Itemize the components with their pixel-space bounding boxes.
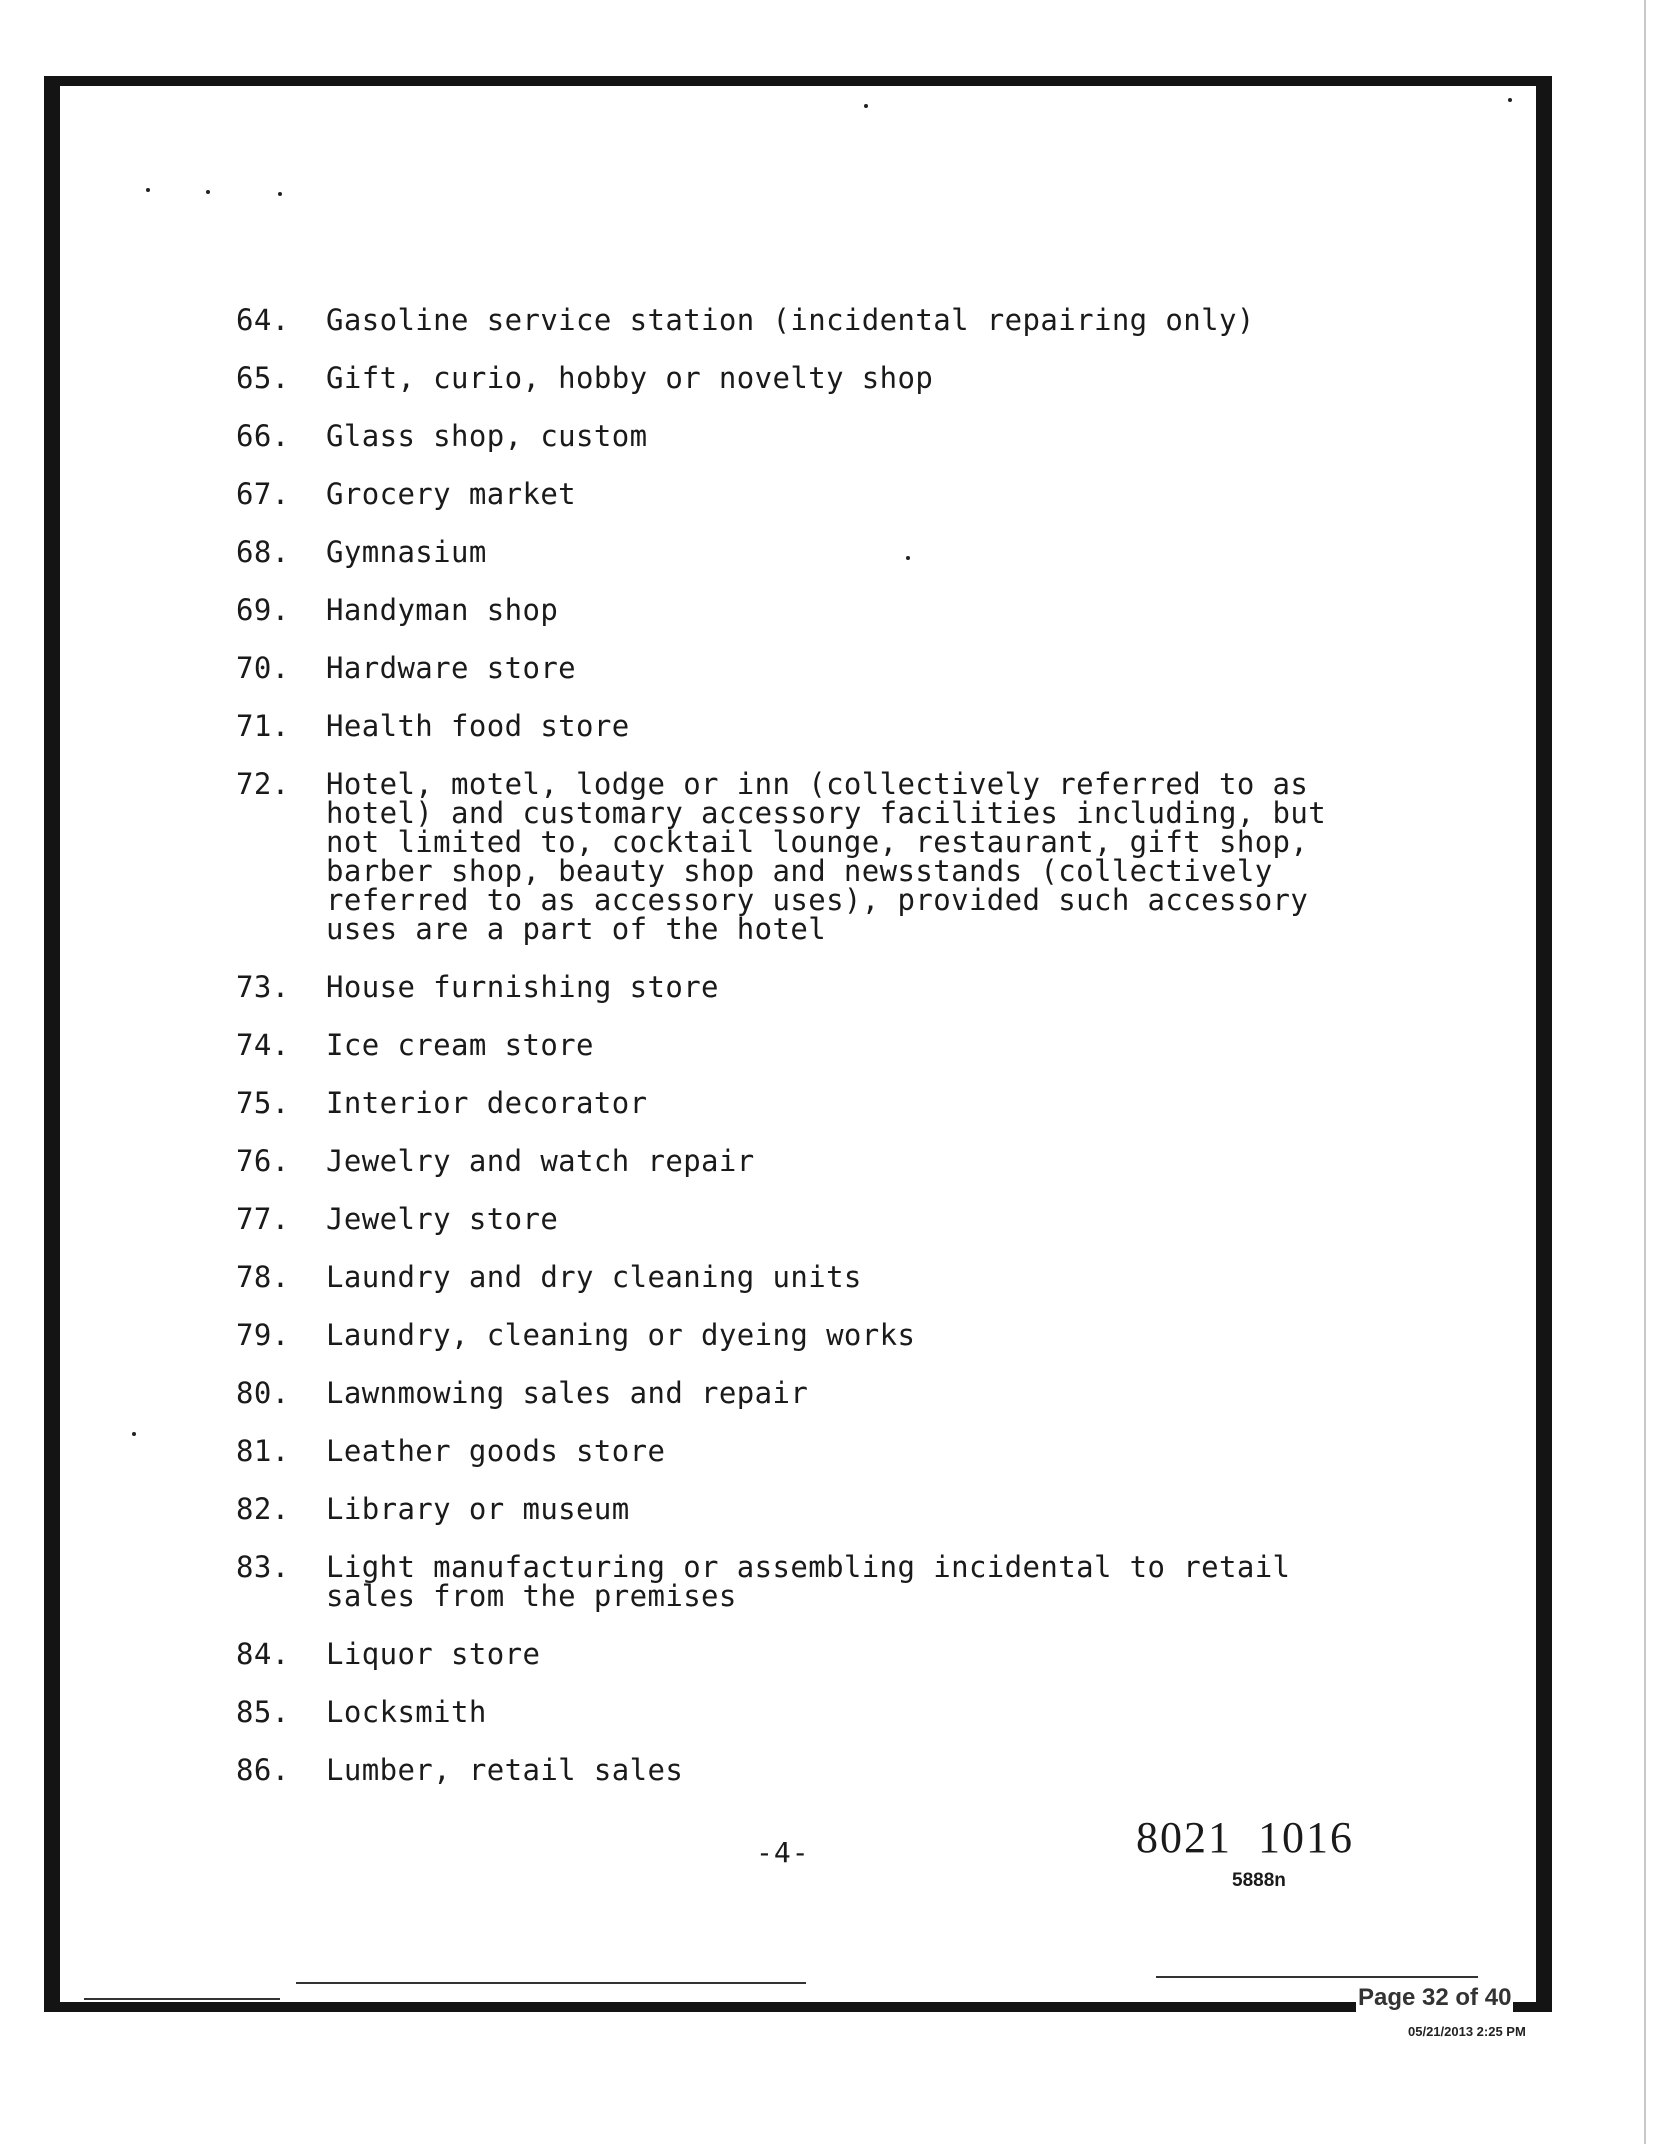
- item-text: Hotel, motel, lodge or inn (collectively referred to as hotel) and customary accessory facilities including, but not limited to, cocktail lounge, restaurant, gift shop, barber shop, beauty shop and newsstands (collectively referred to as accessory uses), provided such accessory uses are a part of the hotel: [326, 767, 1327, 946]
- footer-rule-middle: [296, 1982, 806, 1984]
- list-item: [236, 1434, 1346, 1468]
- item-text: Laundry and dry cleaning units: [326, 1260, 862, 1294]
- item-number: 86.: [236, 1753, 290, 1787]
- item-text: Locksmith: [326, 1695, 487, 1729]
- list-item: [236, 1492, 1346, 1526]
- item-text: Light manufacturing or assembling incidental to retail sales from the premises: [326, 1550, 1291, 1613]
- item-text: Grocery market: [326, 477, 577, 511]
- scan-speck: [206, 190, 210, 194]
- item-text: Gasoline service station (incidental repairing only): [326, 303, 1255, 337]
- item-text: Lumber, retail sales: [326, 1753, 684, 1787]
- list-item: [236, 970, 1346, 1004]
- scan-speck: [146, 188, 150, 192]
- item-text: Hardware store: [326, 651, 577, 685]
- footer-rule-right: [1156, 1976, 1478, 1978]
- item-number: 75.: [236, 1086, 290, 1120]
- item-number: 77.: [236, 1202, 290, 1236]
- print-timestamp: 05/21/2013 2:25 PM: [1408, 2024, 1526, 2039]
- list-item: [236, 477, 1346, 511]
- item-number: 70.: [236, 651, 290, 685]
- list-item: [236, 1086, 1346, 1120]
- scan-speck: [132, 1432, 136, 1436]
- item-number: 84.: [236, 1637, 290, 1671]
- list-item: [236, 1144, 1346, 1178]
- item-number: 82.: [236, 1492, 290, 1526]
- list-item: [236, 1695, 1346, 1729]
- item-text: Library or museum: [326, 1492, 630, 1526]
- list-item: [236, 1318, 1346, 1352]
- item-number: 67.: [236, 477, 290, 511]
- page-number: -4-: [756, 1836, 810, 1869]
- item-text: Gymnasium: [326, 535, 487, 569]
- list-item: [236, 593, 1346, 627]
- item-number: 73.: [236, 970, 290, 1004]
- item-number: 81.: [236, 1434, 290, 1468]
- item-text: Lawnmowing sales and repair: [326, 1376, 809, 1410]
- item-number: 74.: [236, 1028, 290, 1062]
- item-number: 80.: [236, 1376, 290, 1410]
- scan-edge-line: [1644, 0, 1646, 2144]
- item-text: Laundry, cleaning or dyeing works: [326, 1318, 916, 1352]
- item-text: Jewelry and watch repair: [326, 1144, 755, 1178]
- list-item: [236, 709, 1346, 743]
- item-number: 71.: [236, 709, 290, 743]
- list-item: [236, 361, 1346, 395]
- list-item: [236, 535, 1346, 569]
- item-number: 83.: [236, 1550, 290, 1584]
- page-count-stamp: Page 32 of 40: [1358, 1984, 1512, 2011]
- item-text: Leather goods store: [326, 1434, 666, 1468]
- document-code: 8021 1016: [1136, 1813, 1354, 1862]
- item-text: Interior decorator: [326, 1086, 648, 1120]
- list-item: [236, 767, 1346, 946]
- list-item: [236, 1028, 1346, 1062]
- item-text: House furnishing store: [326, 970, 719, 1004]
- list-item: [236, 1202, 1346, 1236]
- item-number: 85.: [236, 1695, 290, 1729]
- item-number: 68.: [236, 535, 290, 569]
- list-item: [236, 303, 1346, 337]
- item-number: 69.: [236, 593, 290, 627]
- list-item: [236, 1550, 1346, 1613]
- scan-speck: [864, 104, 868, 108]
- list-item: [236, 651, 1346, 685]
- footer-rule-left: [84, 1998, 280, 2000]
- list-item: [236, 1637, 1346, 1671]
- item-text: Liquor store: [326, 1637, 541, 1671]
- item-number: 79.: [236, 1318, 290, 1352]
- scan-speck: [1508, 98, 1512, 102]
- item-text: Jewelry store: [326, 1202, 559, 1236]
- item-number: 65.: [236, 361, 290, 395]
- permitted-uses-list: [236, 303, 1346, 1814]
- item-number: 64.: [236, 303, 290, 337]
- list-item: [236, 1260, 1346, 1294]
- item-text: Handyman shop: [326, 593, 559, 627]
- item-number: 76.: [236, 1144, 290, 1178]
- item-number: 72.: [236, 767, 290, 801]
- document-subcode: 5888n: [1232, 1870, 1286, 1891]
- item-number: 78.: [236, 1260, 290, 1294]
- item-text: Ice cream store: [326, 1028, 594, 1062]
- scan-speck: [278, 192, 282, 196]
- item-number: 66.: [236, 419, 290, 453]
- list-item: [236, 1376, 1346, 1410]
- item-text: Gift, curio, hobby or novelty shop: [326, 361, 934, 395]
- item-text: Glass shop, custom: [326, 419, 648, 453]
- item-text: Health food store: [326, 709, 630, 743]
- list-item: [236, 419, 1346, 453]
- list-item: [236, 1753, 1346, 1787]
